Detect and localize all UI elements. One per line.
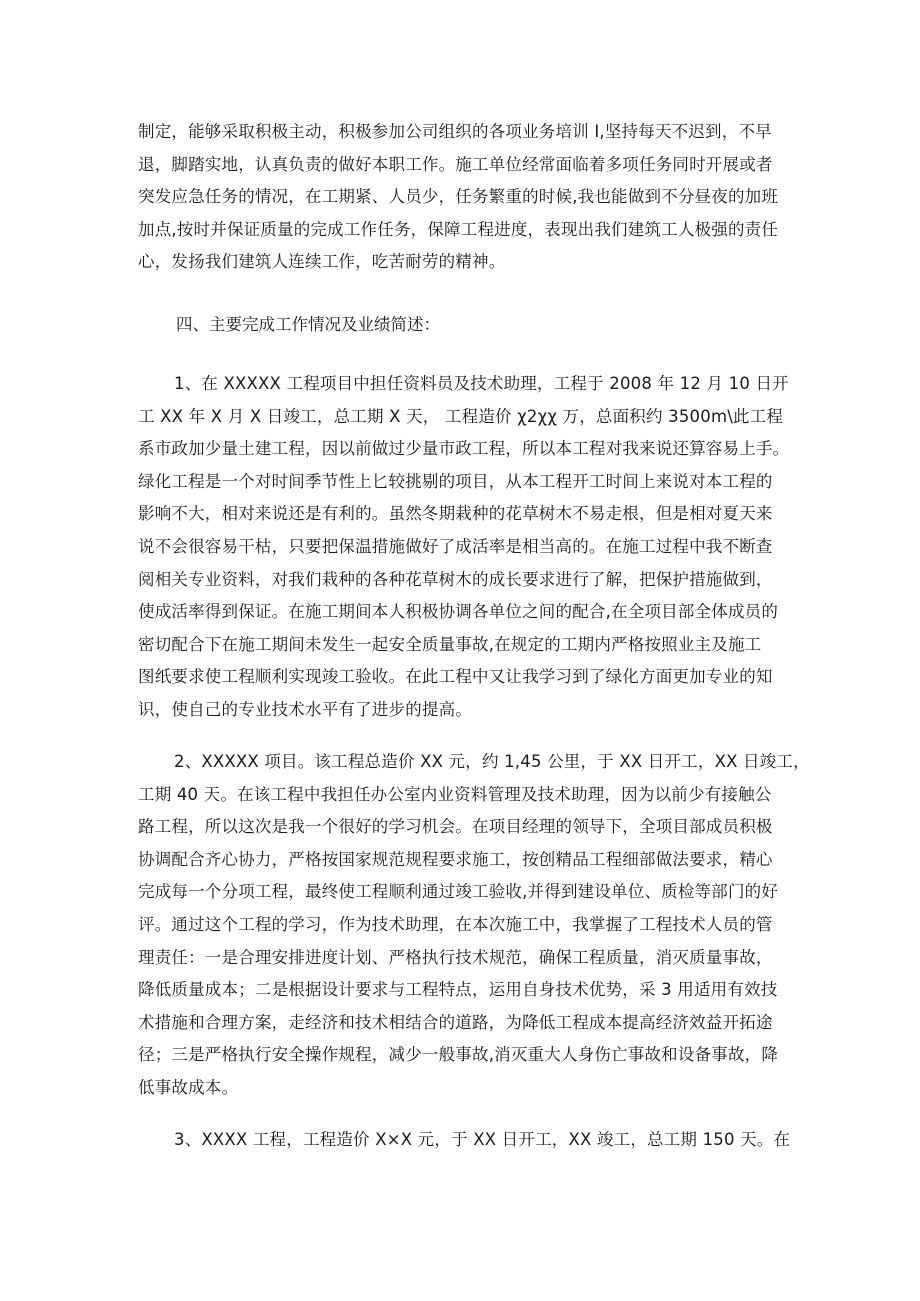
text-line: 工 XX 年 X 月 X 日竣工，总工期 X 天， 工程造价 χ2χχ 万，总面积约 3500m\此工程 [138,406,784,426]
text-line: 绿化工程是一个对时间季节性上匕较挑剔的项目，从本工程开工时间上来说对本工程的 [138,471,773,491]
text-line: 工期 40 天。在该工程中我担任办公室内业资料管理及技术助理，因为以前少有接触公 [138,784,772,804]
paragraph-item-2 [138,746,810,1105]
text-line: 密切配合下在施工期间未发生一起安全质量事故,在规定的工期内严格按照业主及施工 [138,634,762,654]
text-line: 降低质量成本；二是根据设计要求与工程特点，运用自身技术优势，采 3 用适用有效技 [138,980,778,1000]
text-line: 评。通过这个工程的学习，作为技术助理，在本次施工中，我掌握了工程技术人员的管 [138,914,773,934]
text-line: 影响不大，相对来说还是有利的。虽然冬期栽种的花草树木不易走根，但是相对夏天来 [138,504,773,524]
text-line: 加点,按时并保证质量的完成工作任务，保障工程进度，表现出我们建筑工人极强的责任 [138,219,779,239]
section-heading: 四、主要完成工作情况及业绩简述： [176,315,440,334]
text-line: 完成每一个分项工程，最终使工程顺利通过竣工验收,并得到建设单位、质检等部门的好 [138,882,779,902]
text-line: 路工程，所以这次是我一个很好的学习机会。在项目经理的领导下，全项目部成员积极 [138,817,773,837]
text-line: 术措施和合理方案，走经济和技术相结合的道路，为降低工程成本提高经济效益开拓途 [138,1012,773,1032]
paragraph-intro [138,116,790,279]
text-line: 3、XXXX 工程，工程造价 X×X 元，于 XX 日开工，XX 竣工，总工期 150 天。在 [174,1130,791,1149]
paragraph-item-3 [138,1124,790,1157]
text-line: 图纸要求使工程顺利实现竣工验收。在此工程中又让我学习到了绿化方面更加专业的知 [138,667,773,687]
text-line: 说不会很容易干枯，只要把保温措施做好了成活率是相当高的。在施工过程中我不断查 [138,536,773,556]
text-line: 1、在 XXXXX 工程项目中担任资料员及技术助理，工程于 2008 年 12 月 10 日开 [174,374,789,393]
text-line: 理责任：一是合理安排进度计划、严格执行技术规范，确保工程质量，消灭质量事故， [138,947,773,967]
text-line: 径；三是严格执行安全操作规程，减少一般事故,消灭重大人身伤亡事故和设备事故，降 [138,1045,779,1065]
text-line: 2、XXXXX 项目。该工程总造价 XX 元，约 1,45 公里，于 XX 日开工，XX 日竣工， [174,752,810,771]
text-line: 阅相关专业资料，对我们栽种的各种花草树木的成长要求进行了解，把保护措施做到， [138,569,773,589]
text-line: 识，使自己的专业技术水平有了进步的提高。 [138,699,472,719]
text-line: 制定，能够采取积极主动，积极参加公司组织的各项业务培训 I,坚持每天不迟到，不早 [138,122,772,141]
text-line: 突发应急任务的情况，在工期紧、人员少，任务繁重的时候,我也能做到不分昼夜的加班 [138,187,779,207]
text-line: 心，发扬我们建筑人连续工作，吃苦耐劳的精神。 [138,252,506,272]
text-line: 系市政加少量土建工程，因以前做过少量市政工程，所以本工程对我来说还算容易上手。 [138,439,790,459]
text-line: 低事故成本。 [138,1077,239,1097]
text-line: 协调配合齐心协力，严格按国家规范规程要求施工，按创精品工程细部做法要求，精心 [138,849,773,869]
text-line: 退，脚踏实地，认真负责的做好本职工作。施工单位经常面临着多项任务同时开展或者 [138,154,773,174]
paragraph-item-1 [138,368,790,727]
text-line: 使成活率得到保证。在施工期间本人积极协调各单位之间的配合,在全项目部全体成员的 [138,602,779,622]
